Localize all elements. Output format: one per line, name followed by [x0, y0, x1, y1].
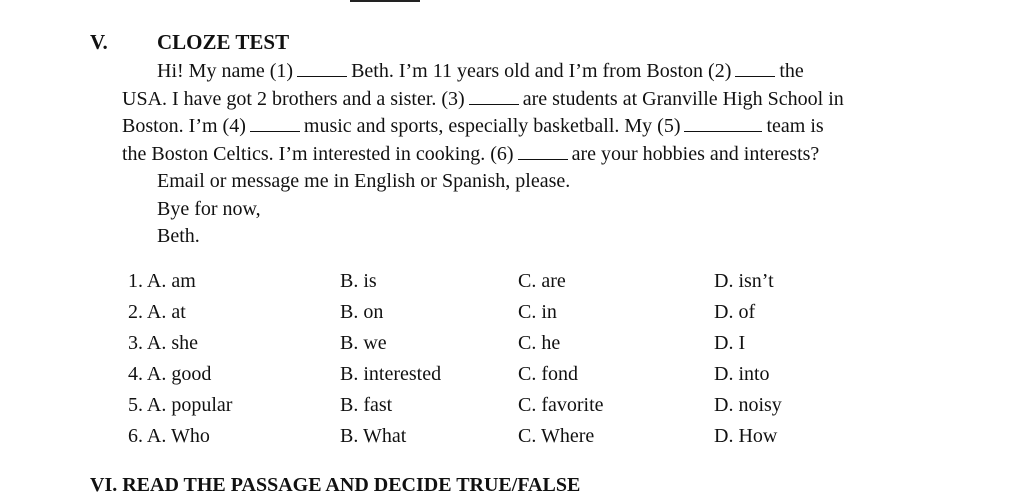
option-d: D. of [714, 301, 756, 323]
passage-text: music and sports, especially basketball. My (5) [303, 115, 681, 137]
blank-4 [250, 130, 300, 132]
option-c: C. are [518, 270, 566, 292]
passage-text: Hi! My name (1) [157, 60, 294, 82]
option-b: B. on [340, 301, 384, 323]
option-b: B. is [340, 270, 377, 292]
option-a: 3. A. she [128, 332, 198, 354]
blank-2 [735, 75, 775, 77]
passage-line-6: Bye for now, [157, 197, 261, 220]
passage [122, 58, 922, 251]
option-c: C. favorite [518, 394, 604, 416]
option-d: D. into [714, 363, 770, 385]
option-b: B. What [340, 425, 407, 447]
top-cropped-underline [350, 0, 420, 2]
passage-line-4 [122, 141, 922, 169]
option-b: B. we [340, 332, 387, 354]
passage-signature: Beth. [157, 225, 200, 247]
blank-3 [469, 103, 519, 105]
next-section-heading-cropped: VI. READ THE PASSAGE AND DECIDE TRUE/FALSE [90, 474, 581, 494]
option-c: C. Where [518, 425, 595, 447]
passage-text: the Boston Celtics. I’m interested in cooking. (6) [122, 142, 514, 165]
passage-text: the [779, 60, 804, 82]
option-d: D. noisy [714, 394, 782, 416]
option-b: B. fast [340, 394, 393, 416]
option-a: 4. A. good [128, 363, 212, 385]
option-a: 6. A. Who [128, 425, 210, 447]
passage-text: team is [766, 115, 824, 137]
blank-1 [297, 75, 347, 77]
passage-text: USA. I have got 2 brothers and a sister. (3) [122, 87, 465, 110]
passage-line-3 [122, 113, 922, 141]
option-d: D. How [714, 425, 778, 447]
option-c: C. in [518, 301, 557, 323]
option-a: 1. A. am [128, 270, 196, 292]
blank-6 [518, 158, 568, 160]
blank-5 [684, 130, 762, 132]
passage-text: are students at Granville High School in [522, 87, 844, 110]
passage-line-2 [122, 86, 922, 114]
section-title: CLOZE TEST [157, 30, 290, 54]
passage-text: Boston. I’m (4) [122, 115, 246, 137]
option-d: D. I [714, 332, 746, 354]
passage-line-5: Email or message me in English or Spanish, please. [157, 170, 571, 192]
option-a: 5. A. popular [128, 394, 233, 416]
option-b: B. interested [340, 363, 442, 385]
option-c: C. fond [518, 363, 578, 385]
option-a: 2. A. at [128, 301, 186, 323]
passage-text: are your hobbies and interests? [571, 142, 820, 165]
option-d: D. isn’t [714, 270, 774, 292]
passage-text: Beth. I’m 11 years old and I’m from Boston (2) [351, 60, 732, 82]
section-number: V. [90, 30, 108, 54]
option-c: C. he [518, 332, 561, 354]
passage-line-1 [122, 58, 922, 86]
